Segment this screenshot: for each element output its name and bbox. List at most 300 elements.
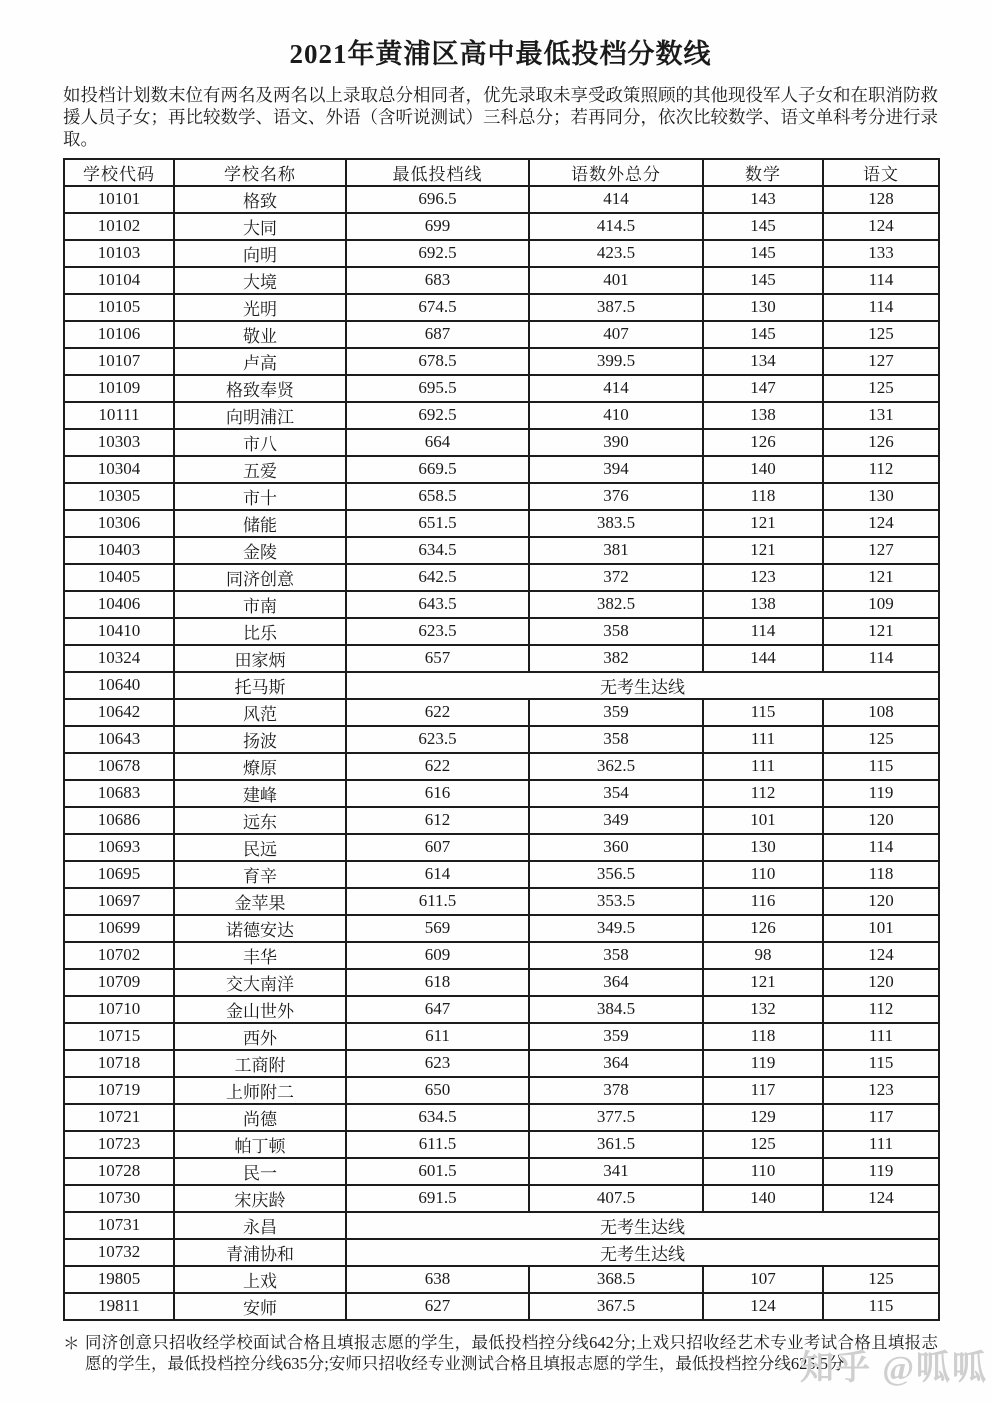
cell-total-score: 341 xyxy=(529,1158,703,1185)
cell-min-line: 634.5 xyxy=(346,537,529,564)
header-school-name: 学校名称 xyxy=(174,159,346,186)
cell-math-score: 145 xyxy=(703,267,823,294)
cell-school-name: 卢高 xyxy=(174,348,346,375)
cell-total-score: 410 xyxy=(529,402,703,429)
cell-school-code: 10732 xyxy=(64,1239,174,1266)
cell-school-name: 风范 xyxy=(174,699,346,726)
cell-school-name: 格致奉贤 xyxy=(174,375,346,402)
cell-chinese-score: 117 xyxy=(823,1104,939,1131)
cell-chinese-score: 115 xyxy=(823,1293,939,1320)
cell-total-score: 381 xyxy=(529,537,703,564)
cell-school-name: 大同 xyxy=(174,213,346,240)
cell-school-name: 金山世外 xyxy=(174,996,346,1023)
cell-school-code: 10109 xyxy=(64,375,174,402)
table-row xyxy=(64,1293,939,1320)
cell-school-name: 金苹果 xyxy=(174,888,346,915)
table-row xyxy=(64,726,939,753)
cell-min-line: 687 xyxy=(346,321,529,348)
cell-math-score: 119 xyxy=(703,1050,823,1077)
cell-chinese-score: 125 xyxy=(823,1266,939,1293)
cell-chinese-score: 101 xyxy=(823,915,939,942)
cell-school-name: 建峰 xyxy=(174,780,346,807)
cell-math-score: 130 xyxy=(703,294,823,321)
cell-total-score: 364 xyxy=(529,1050,703,1077)
cell-chinese-score: 111 xyxy=(823,1131,939,1158)
cell-total-score: 359 xyxy=(529,1023,703,1050)
cell-math-score: 147 xyxy=(703,375,823,402)
cell-math-score: 124 xyxy=(703,1293,823,1320)
cell-school-code: 10101 xyxy=(64,186,174,213)
table-row xyxy=(64,1212,939,1239)
cell-chinese-score: 114 xyxy=(823,834,939,861)
cell-chinese-score: 127 xyxy=(823,348,939,375)
cell-total-score: 382.5 xyxy=(529,591,703,618)
cell-school-name: 民一 xyxy=(174,1158,346,1185)
cell-school-code: 10728 xyxy=(64,1158,174,1185)
table-row xyxy=(64,996,939,1023)
cell-math-score: 116 xyxy=(703,888,823,915)
cell-school-code: 10678 xyxy=(64,753,174,780)
score-table-head xyxy=(64,159,939,186)
cell-min-line: 647 xyxy=(346,996,529,1023)
cell-total-score: 401 xyxy=(529,267,703,294)
cell-total-score: 407.5 xyxy=(529,1185,703,1212)
cell-no-qualified: 无考生达线 xyxy=(346,672,939,699)
cell-school-name: 远东 xyxy=(174,807,346,834)
header-school-code: 学校代码 xyxy=(64,159,174,186)
table-row xyxy=(64,240,939,267)
cell-school-name: 储能 xyxy=(174,510,346,537)
table-row xyxy=(64,537,939,564)
cell-math-score: 121 xyxy=(703,537,823,564)
cell-total-score: 378 xyxy=(529,1077,703,1104)
cell-chinese-score: 109 xyxy=(823,591,939,618)
table-row xyxy=(64,645,939,672)
cell-math-score: 115 xyxy=(703,699,823,726)
cell-math-score: 123 xyxy=(703,564,823,591)
cell-total-score: 376 xyxy=(529,483,703,510)
cell-school-code: 10306 xyxy=(64,510,174,537)
cell-total-score: 407 xyxy=(529,321,703,348)
table-row xyxy=(64,1023,939,1050)
table-row xyxy=(64,429,939,456)
cell-math-score: 118 xyxy=(703,483,823,510)
cell-school-name: 向明 xyxy=(174,240,346,267)
cell-school-code: 10693 xyxy=(64,834,174,861)
cell-total-score: 362.5 xyxy=(529,753,703,780)
cell-math-score: 114 xyxy=(703,618,823,645)
cell-math-score: 145 xyxy=(703,240,823,267)
table-row xyxy=(64,672,939,699)
cell-school-name: 丰华 xyxy=(174,942,346,969)
table-row xyxy=(64,861,939,888)
cell-school-code: 10105 xyxy=(64,294,174,321)
header-chinese: 语文 xyxy=(823,159,939,186)
cell-school-name: 市八 xyxy=(174,429,346,456)
cell-math-score: 134 xyxy=(703,348,823,375)
cell-school-code: 10405 xyxy=(64,564,174,591)
cell-total-score: 372 xyxy=(529,564,703,591)
cell-total-score: 387.5 xyxy=(529,294,703,321)
cell-math-score: 121 xyxy=(703,969,823,996)
header-total-score: 语数外总分 xyxy=(529,159,703,186)
cell-min-line: 695.5 xyxy=(346,375,529,402)
cell-chinese-score: 115 xyxy=(823,1050,939,1077)
cell-total-score: 361.5 xyxy=(529,1131,703,1158)
cell-total-score: 356.5 xyxy=(529,861,703,888)
watermark-zhihu: 知乎 @呱呱 xyxy=(799,1350,988,1387)
cell-math-score: 118 xyxy=(703,1023,823,1050)
cell-chinese-score: 121 xyxy=(823,618,939,645)
cell-math-score: 126 xyxy=(703,915,823,942)
cell-min-line: 627 xyxy=(346,1293,529,1320)
cell-school-code: 10304 xyxy=(64,456,174,483)
table-row xyxy=(64,1104,939,1131)
cell-school-code: 10305 xyxy=(64,483,174,510)
table-row xyxy=(64,915,939,942)
cell-school-code: 10640 xyxy=(64,672,174,699)
cell-total-score: 414.5 xyxy=(529,213,703,240)
cell-school-name: 光明 xyxy=(174,294,346,321)
cell-chinese-score: 115 xyxy=(823,753,939,780)
cell-school-name: 向明浦江 xyxy=(174,402,346,429)
cell-min-line: 569 xyxy=(346,915,529,942)
cell-total-score: 349.5 xyxy=(529,915,703,942)
cell-chinese-score: 126 xyxy=(823,429,939,456)
table-row xyxy=(64,321,939,348)
cell-min-line: 623 xyxy=(346,1050,529,1077)
cell-school-code: 19811 xyxy=(64,1293,174,1320)
table-row xyxy=(64,1266,939,1293)
cell-chinese-score: 128 xyxy=(823,186,939,213)
cell-chinese-score: 121 xyxy=(823,564,939,591)
table-row xyxy=(64,564,939,591)
cell-school-code: 10324 xyxy=(64,645,174,672)
cell-chinese-score: 112 xyxy=(823,456,939,483)
cell-school-name: 五爱 xyxy=(174,456,346,483)
cell-chinese-score: 119 xyxy=(823,1158,939,1185)
cell-total-score: 399.5 xyxy=(529,348,703,375)
cell-chinese-score: 119 xyxy=(823,780,939,807)
cell-total-score: 354 xyxy=(529,780,703,807)
cell-min-line: 692.5 xyxy=(346,402,529,429)
cell-school-name: 金陵 xyxy=(174,537,346,564)
table-row xyxy=(64,483,939,510)
cell-total-score: 364 xyxy=(529,969,703,996)
table-row xyxy=(64,267,939,294)
cell-math-score: 132 xyxy=(703,996,823,1023)
cell-school-name: 尚德 xyxy=(174,1104,346,1131)
cell-min-line: 699 xyxy=(346,213,529,240)
cell-school-code: 19805 xyxy=(64,1266,174,1293)
table-row xyxy=(64,456,939,483)
cell-school-code: 10643 xyxy=(64,726,174,753)
cell-school-name: 燎原 xyxy=(174,753,346,780)
cell-chinese-score: 114 xyxy=(823,267,939,294)
cell-chinese-score: 114 xyxy=(823,645,939,672)
cell-chinese-score: 111 xyxy=(823,1023,939,1050)
cell-chinese-score: 112 xyxy=(823,996,939,1023)
cell-chinese-score: 125 xyxy=(823,321,939,348)
table-row xyxy=(64,618,939,645)
cell-school-code: 10686 xyxy=(64,807,174,834)
cell-math-score: 140 xyxy=(703,1185,823,1212)
table-row xyxy=(64,348,939,375)
cell-school-name: 工商附 xyxy=(174,1050,346,1077)
cell-chinese-score: 127 xyxy=(823,537,939,564)
cell-chinese-score: 130 xyxy=(823,483,939,510)
cell-math-score: 140 xyxy=(703,456,823,483)
cell-school-name: 大境 xyxy=(174,267,346,294)
cell-total-score: 367.5 xyxy=(529,1293,703,1320)
cell-chinese-score: 124 xyxy=(823,1185,939,1212)
cell-school-name: 敬业 xyxy=(174,321,346,348)
cell-math-score: 126 xyxy=(703,429,823,456)
cell-school-name: 帕丁顿 xyxy=(174,1131,346,1158)
cell-school-name: 交大南洋 xyxy=(174,969,346,996)
cell-total-score: 377.5 xyxy=(529,1104,703,1131)
cell-total-score: 358 xyxy=(529,726,703,753)
cell-total-score: 382 xyxy=(529,645,703,672)
table-row xyxy=(64,780,939,807)
score-table-body xyxy=(64,186,939,1320)
cell-chinese-score: 124 xyxy=(823,213,939,240)
table-row xyxy=(64,699,939,726)
cell-school-name: 格致 xyxy=(174,186,346,213)
cell-min-line: 622 xyxy=(346,753,529,780)
table-row xyxy=(64,1185,939,1212)
cell-school-name: 诺德安达 xyxy=(174,915,346,942)
cell-no-qualified: 无考生达线 xyxy=(346,1239,939,1266)
cell-math-score: 111 xyxy=(703,726,823,753)
cell-chinese-score: 124 xyxy=(823,510,939,537)
cell-school-code: 10695 xyxy=(64,861,174,888)
table-row xyxy=(64,294,939,321)
cell-school-code: 10683 xyxy=(64,780,174,807)
cell-chinese-score: 120 xyxy=(823,969,939,996)
cell-school-code: 10702 xyxy=(64,942,174,969)
cell-math-score: 98 xyxy=(703,942,823,969)
footnote-asterisk-marker: ＊ xyxy=(63,1333,80,1353)
cell-math-score: 130 xyxy=(703,834,823,861)
cell-school-code: 10715 xyxy=(64,1023,174,1050)
table-row xyxy=(64,213,939,240)
table-row xyxy=(64,1050,939,1077)
cell-total-score: 359 xyxy=(529,699,703,726)
table-row xyxy=(64,888,939,915)
table-row xyxy=(64,1158,939,1185)
cell-school-name: 同济创意 xyxy=(174,564,346,591)
cell-min-line: 664 xyxy=(346,429,529,456)
cell-chinese-score: 118 xyxy=(823,861,939,888)
cell-school-code: 10107 xyxy=(64,348,174,375)
cell-school-code: 10104 xyxy=(64,267,174,294)
cell-school-name: 托马斯 xyxy=(174,672,346,699)
cell-min-line: 650 xyxy=(346,1077,529,1104)
cell-min-line: 618 xyxy=(346,969,529,996)
cell-min-line: 642.5 xyxy=(346,564,529,591)
cell-school-name: 民远 xyxy=(174,834,346,861)
cell-school-code: 10406 xyxy=(64,591,174,618)
cell-chinese-score: 114 xyxy=(823,294,939,321)
cell-school-name: 市南 xyxy=(174,591,346,618)
cell-school-name: 上戏 xyxy=(174,1266,346,1293)
cell-total-score: 349 xyxy=(529,807,703,834)
cell-min-line: 674.5 xyxy=(346,294,529,321)
cell-math-score: 144 xyxy=(703,645,823,672)
cell-school-name: 育辛 xyxy=(174,861,346,888)
cell-min-line: 601.5 xyxy=(346,1158,529,1185)
cell-school-name: 市十 xyxy=(174,483,346,510)
cell-min-line: 623.5 xyxy=(346,618,529,645)
cell-min-line: 607 xyxy=(346,834,529,861)
table-row xyxy=(64,942,939,969)
cell-min-line: 683 xyxy=(346,267,529,294)
cell-min-line: 612 xyxy=(346,807,529,834)
cell-school-code: 10718 xyxy=(64,1050,174,1077)
table-row xyxy=(64,1131,939,1158)
cell-school-code: 10106 xyxy=(64,321,174,348)
cell-total-score: 423.5 xyxy=(529,240,703,267)
score-table xyxy=(63,158,940,1321)
cell-math-score: 129 xyxy=(703,1104,823,1131)
cell-total-score: 358 xyxy=(529,942,703,969)
cell-math-score: 107 xyxy=(703,1266,823,1293)
cell-school-code: 10723 xyxy=(64,1131,174,1158)
cell-school-code: 10410 xyxy=(64,618,174,645)
cell-chinese-score: 125 xyxy=(823,726,939,753)
cell-school-code: 10721 xyxy=(64,1104,174,1131)
table-row xyxy=(64,510,939,537)
cell-min-line: 609 xyxy=(346,942,529,969)
cell-school-code: 10697 xyxy=(64,888,174,915)
cell-math-score: 143 xyxy=(703,186,823,213)
cell-min-line: 643.5 xyxy=(346,591,529,618)
cell-school-name: 安师 xyxy=(174,1293,346,1320)
cell-min-line: 611 xyxy=(346,1023,529,1050)
table-row xyxy=(64,1077,939,1104)
cell-no-qualified: 无考生达线 xyxy=(346,1212,939,1239)
cell-math-score: 145 xyxy=(703,321,823,348)
cell-school-name: 西外 xyxy=(174,1023,346,1050)
table-row xyxy=(64,1239,939,1266)
cell-school-code: 10642 xyxy=(64,699,174,726)
cell-min-line: 611.5 xyxy=(346,1131,529,1158)
cell-school-name: 永昌 xyxy=(174,1212,346,1239)
cell-total-score: 390 xyxy=(529,429,703,456)
cell-math-score: 110 xyxy=(703,861,823,888)
cell-chinese-score: 125 xyxy=(823,375,939,402)
cell-school-name: 青浦协和 xyxy=(174,1239,346,1266)
table-row xyxy=(64,375,939,402)
cell-math-score: 138 xyxy=(703,402,823,429)
cell-chinese-score: 120 xyxy=(823,888,939,915)
cell-chinese-score: 124 xyxy=(823,942,939,969)
table-row xyxy=(64,807,939,834)
cell-min-line: 614 xyxy=(346,861,529,888)
cell-school-code: 10730 xyxy=(64,1185,174,1212)
cell-min-line: 651.5 xyxy=(346,510,529,537)
cell-math-score: 112 xyxy=(703,780,823,807)
cell-min-line: 696.5 xyxy=(346,186,529,213)
table-row xyxy=(64,402,939,429)
table-row xyxy=(64,186,939,213)
cell-min-line: 622 xyxy=(346,699,529,726)
table-row xyxy=(64,834,939,861)
cell-chinese-score: 108 xyxy=(823,699,939,726)
page-title: 2021年黄浦区高中最低投档分数线 xyxy=(289,39,712,69)
footnote-text: 同济创意只招收经学校面试合格且填报志愿的学生，最低投档控分线642分;上戏只招收经艺术专业考试合格且填报志愿的学生，最低投档控分线635分;安师只招收经专业测试合格且填报志愿的学生，最低投档控分线625.5分 xyxy=(85,1332,938,1374)
cell-total-score: 394 xyxy=(529,456,703,483)
cell-math-score: 121 xyxy=(703,510,823,537)
cell-school-code: 10719 xyxy=(64,1077,174,1104)
cell-school-code: 10709 xyxy=(64,969,174,996)
cell-math-score: 101 xyxy=(703,807,823,834)
header-row xyxy=(64,159,939,186)
cell-min-line: 611.5 xyxy=(346,888,529,915)
cell-school-code: 10102 xyxy=(64,213,174,240)
header-math: 数学 xyxy=(703,159,823,186)
cell-min-line: 692.5 xyxy=(346,240,529,267)
cell-total-score: 384.5 xyxy=(529,996,703,1023)
cell-min-line: 678.5 xyxy=(346,348,529,375)
cell-school-name: 上师附二 xyxy=(174,1077,346,1104)
cell-total-score: 414 xyxy=(529,186,703,213)
intro-paragraph: 如投档计划数末位有两名及两名以上录取总分相同者，优先录取未享受政策照顾的其他现役军人子女和在职消防救援人员子女；再比较数学、语文、外语（含听说测试）三科总分；若再同分，依次比较数学、语文单科考分进行录取。 xyxy=(63,85,938,149)
cell-school-name: 比乐 xyxy=(174,618,346,645)
cell-min-line: 658.5 xyxy=(346,483,529,510)
header-min-line: 最低投档线 xyxy=(346,159,529,186)
cell-chinese-score: 120 xyxy=(823,807,939,834)
cell-chinese-score: 131 xyxy=(823,402,939,429)
cell-total-score: 414 xyxy=(529,375,703,402)
cell-math-score: 145 xyxy=(703,213,823,240)
cell-school-name: 扬波 xyxy=(174,726,346,753)
cell-min-line: 638 xyxy=(346,1266,529,1293)
cell-school-code: 10710 xyxy=(64,996,174,1023)
table-row xyxy=(64,969,939,996)
cell-school-name: 宋庆龄 xyxy=(174,1185,346,1212)
cell-min-line: 616 xyxy=(346,780,529,807)
cell-school-code: 10731 xyxy=(64,1212,174,1239)
cell-school-code: 10699 xyxy=(64,915,174,942)
cell-chinese-score: 123 xyxy=(823,1077,939,1104)
cell-total-score: 383.5 xyxy=(529,510,703,537)
cell-math-score: 110 xyxy=(703,1158,823,1185)
cell-total-score: 360 xyxy=(529,834,703,861)
table-row xyxy=(64,591,939,618)
cell-school-code: 10111 xyxy=(64,402,174,429)
cell-min-line: 623.5 xyxy=(346,726,529,753)
cell-school-code: 10103 xyxy=(64,240,174,267)
cell-total-score: 353.5 xyxy=(529,888,703,915)
cell-school-code: 10303 xyxy=(64,429,174,456)
cell-min-line: 691.5 xyxy=(346,1185,529,1212)
cell-total-score: 368.5 xyxy=(529,1266,703,1293)
cell-min-line: 669.5 xyxy=(346,456,529,483)
cell-math-score: 138 xyxy=(703,591,823,618)
cell-min-line: 634.5 xyxy=(346,1104,529,1131)
cell-math-score: 111 xyxy=(703,753,823,780)
table-row xyxy=(64,753,939,780)
cell-math-score: 125 xyxy=(703,1131,823,1158)
cell-total-score: 358 xyxy=(529,618,703,645)
cell-math-score: 117 xyxy=(703,1077,823,1104)
cell-school-name: 田家炳 xyxy=(174,645,346,672)
cell-school-code: 10403 xyxy=(64,537,174,564)
cell-chinese-score: 133 xyxy=(823,240,939,267)
cell-min-line: 657 xyxy=(346,645,529,672)
